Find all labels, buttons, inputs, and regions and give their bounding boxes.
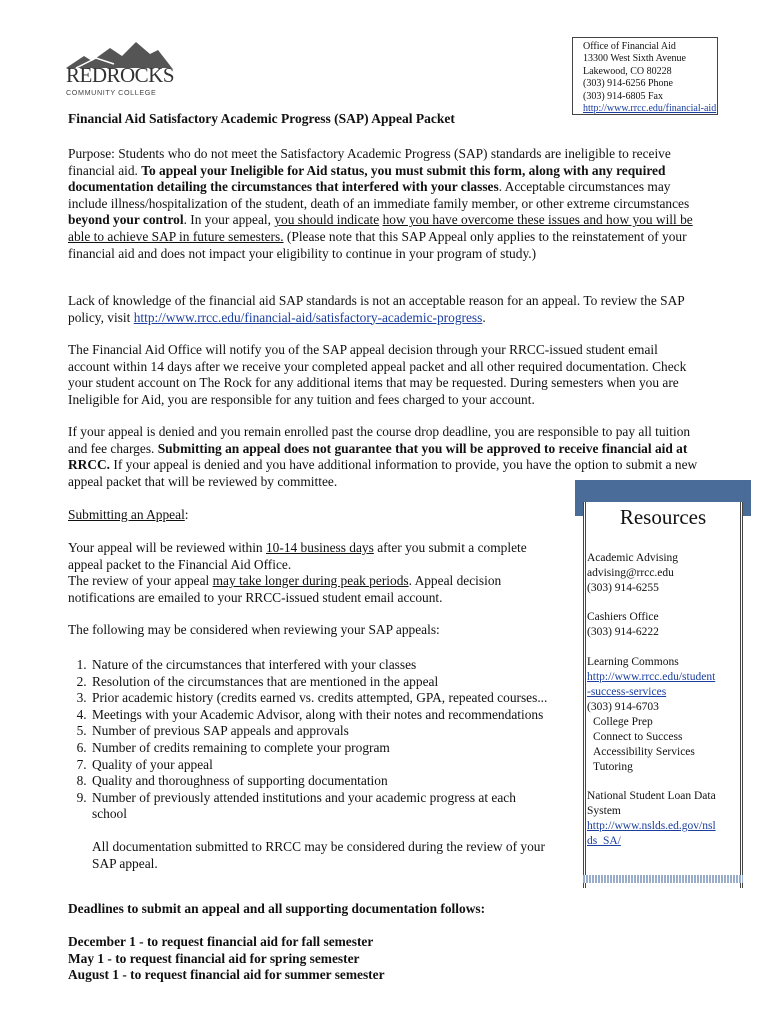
list-item: 5. Number of previous SAP appeals and approvals <box>90 723 566 740</box>
list-item: 3. Prior academic history (credits earned vs. credits attempted, GPA, repeated courses... <box>90 690 566 707</box>
denied-bold: Submitting an appeal does not guarantee that you will be approved to receive financial aid at RRCC. <box>68 440 688 473</box>
resource-cashiers-office <box>587 610 719 640</box>
contact-box <box>572 37 718 115</box>
purpose-text: . Acceptable circumstances may include illness/hospitalization of the student, death of an immediate family member, or other extreme circumstances <box>68 179 690 211</box>
deadline-spring: May 1 - to request financial aid for spring semester <box>68 950 360 966</box>
purpose-text: . In your appeal, <box>183 212 275 228</box>
denied-text: If your appeal is denied and you have additional information to provide, you have the option to submit a new appeal packet that will be reviewed by committee. <box>68 457 698 489</box>
purpose-paragraph <box>68 146 700 262</box>
resource-phone: (303) 914-6222 <box>587 626 659 638</box>
submitting-heading: Submitting an Appeal: <box>68 507 189 522</box>
resource-nslds <box>587 789 719 849</box>
nslds-link[interactable]: http://www.nslds.ed.gov/nslds_SA/ <box>587 820 716 847</box>
service-item: College Prep <box>593 716 653 728</box>
resources-sidebar <box>575 480 751 888</box>
deadline-summer: August 1 - to request financial aid for summer semester <box>68 967 385 983</box>
list-item: 4. Meetings with your Academic Advisor, along with their notes and recommendations <box>90 707 566 724</box>
deadlines-heading: Deadlines to submit an appeal and all supporting documentation follows: <box>68 901 486 916</box>
criteria-list <box>68 657 566 823</box>
purpose-text: Purpose: Students who do not meet the Satisfactory Academic Progress (SAP) standards are ineligible to receive financial aid. <box>68 146 671 178</box>
contact-fax: (303) 914-6805 Fax <box>583 90 663 102</box>
sidebar-bottom-border <box>583 875 743 883</box>
list-item: 6. Number of credits remaining to complete your program <box>90 740 566 757</box>
resource-phone: (303) 914-6703 <box>587 701 659 713</box>
purpose-text: (Please note that this SAP Appeal only applies to the reinstatement of your financial aid and does not impact your eligibility to continue in your program of study.) <box>68 228 687 261</box>
resource-name: Academic Advising <box>587 552 679 564</box>
resource-name: National Student Loan Data System <box>587 790 716 817</box>
resource-phone: (303) 914-6255 <box>587 582 659 594</box>
resource-name: Learning Commons <box>587 656 679 668</box>
contact-street: 13300 West Sixth Avenue <box>583 53 686 65</box>
contact-city: Lakewood, CO 80228 <box>583 65 672 77</box>
policy-text: Lack of knowledge of the financial aid SAP standards is not an acceptable reason for an appeal. To review the SAP policy, visit <box>68 293 685 325</box>
purpose-bold: beyond your control <box>68 212 184 228</box>
college-logo <box>66 42 175 104</box>
review-paragraph: Your appeal will be reviewed within 10-14 business days after you submit a complete appeal packet to the Financial Aid Office. The review of your appeal may take longer during peak periods. Appeal decision notifications are emailed to your RRCC-issued student email account. <box>68 540 527 605</box>
review-peak-note: may take longer during peak periods <box>212 573 409 589</box>
list-item: 1. Nature of the circumstances that interfered with your classes <box>90 657 566 674</box>
sap-policy-paragraph: Lack of knowledge of the financial aid SAP standards is not an acceptable reason for an appeal. To review the SAP policy, visit http://www.rrcc.edu/financial-aid/satisfactory-academic-progress. <box>68 293 685 325</box>
page-title: Financial Aid Satisfactory Academic Progress (SAP) Appeal Packet <box>68 111 455 126</box>
deadline-fall: December 1 - to request financial aid for fall semester <box>68 934 374 949</box>
list-item: 2. Resolution of the circumstances that are mentioned in the appeal <box>90 674 566 691</box>
resource-learning-commons <box>587 655 719 775</box>
consider-intro: The following may be considered when reviewing your SAP appeals: <box>68 622 440 637</box>
review-timeframe: 10-14 business days <box>265 540 374 555</box>
notification-paragraph: The Financial Aid Office will notify you of the SAP appeal decision through your RRCC-issued student email account within 14 days after we receive your completed appeal packet and all other required documentation. Check your student account on The Rock for any additional items that may be requested. During semesters when you are Ineligible for Aid, you are responsible for any tuition and fees charged to your account. <box>68 342 687 407</box>
list-item: 8. Quality and thoroughness of supporting documentation <box>90 773 566 790</box>
purpose-underline: how you have overcome these issues and how you will be able to achieve SAP in future semesters. <box>68 212 693 244</box>
denied-text: If your appeal is denied and you remain enrolled past the course drop deadline, you are responsible to pay all tuition and fee charges. <box>68 424 691 456</box>
all-documentation-note: All documentation submitted to RRCC may be considered during the review of your SAP appeal. <box>92 839 545 871</box>
service-item: Accessibility Services <box>593 746 695 758</box>
financial-aid-link[interactable]: http://www.rrcc.edu/financial-aid <box>583 103 717 115</box>
purpose-bold: To appeal your Ineligible for Aid status, you must submit this form, along with any required documentation detailing the circumstances that interfered with your classes <box>68 162 666 195</box>
list-item: 9. Number of previously attended institutions and your academic progress at each school <box>90 790 542 823</box>
logo-name: REDROCKS <box>66 63 175 87</box>
resource-name: Cashiers Office <box>587 611 659 623</box>
contact-phone: (303) 914-6256 Phone <box>583 78 673 90</box>
resource-email: advising@rrcc.edu <box>587 567 674 579</box>
resources-heading: Resources <box>583 502 743 532</box>
learning-commons-link[interactable]: http://www.rrcc.edu/student-success-services <box>587 671 716 698</box>
resource-academic-advising <box>587 551 719 596</box>
list-item: 7. Quality of your appeal <box>90 757 566 774</box>
purpose-underline: you should indicate <box>274 212 380 228</box>
sap-policy-link[interactable]: http://www.rrcc.edu/financial-aid/satisfactory-academic-progress <box>133 309 483 325</box>
service-item: Connect to Success <box>593 731 683 743</box>
deadlines-list <box>68 934 700 984</box>
service-item: Tutoring <box>593 761 633 773</box>
contact-office: Office of Financial Aid <box>583 41 676 52</box>
logo-subtitle: COMMUNITY COLLEGE <box>66 88 157 97</box>
